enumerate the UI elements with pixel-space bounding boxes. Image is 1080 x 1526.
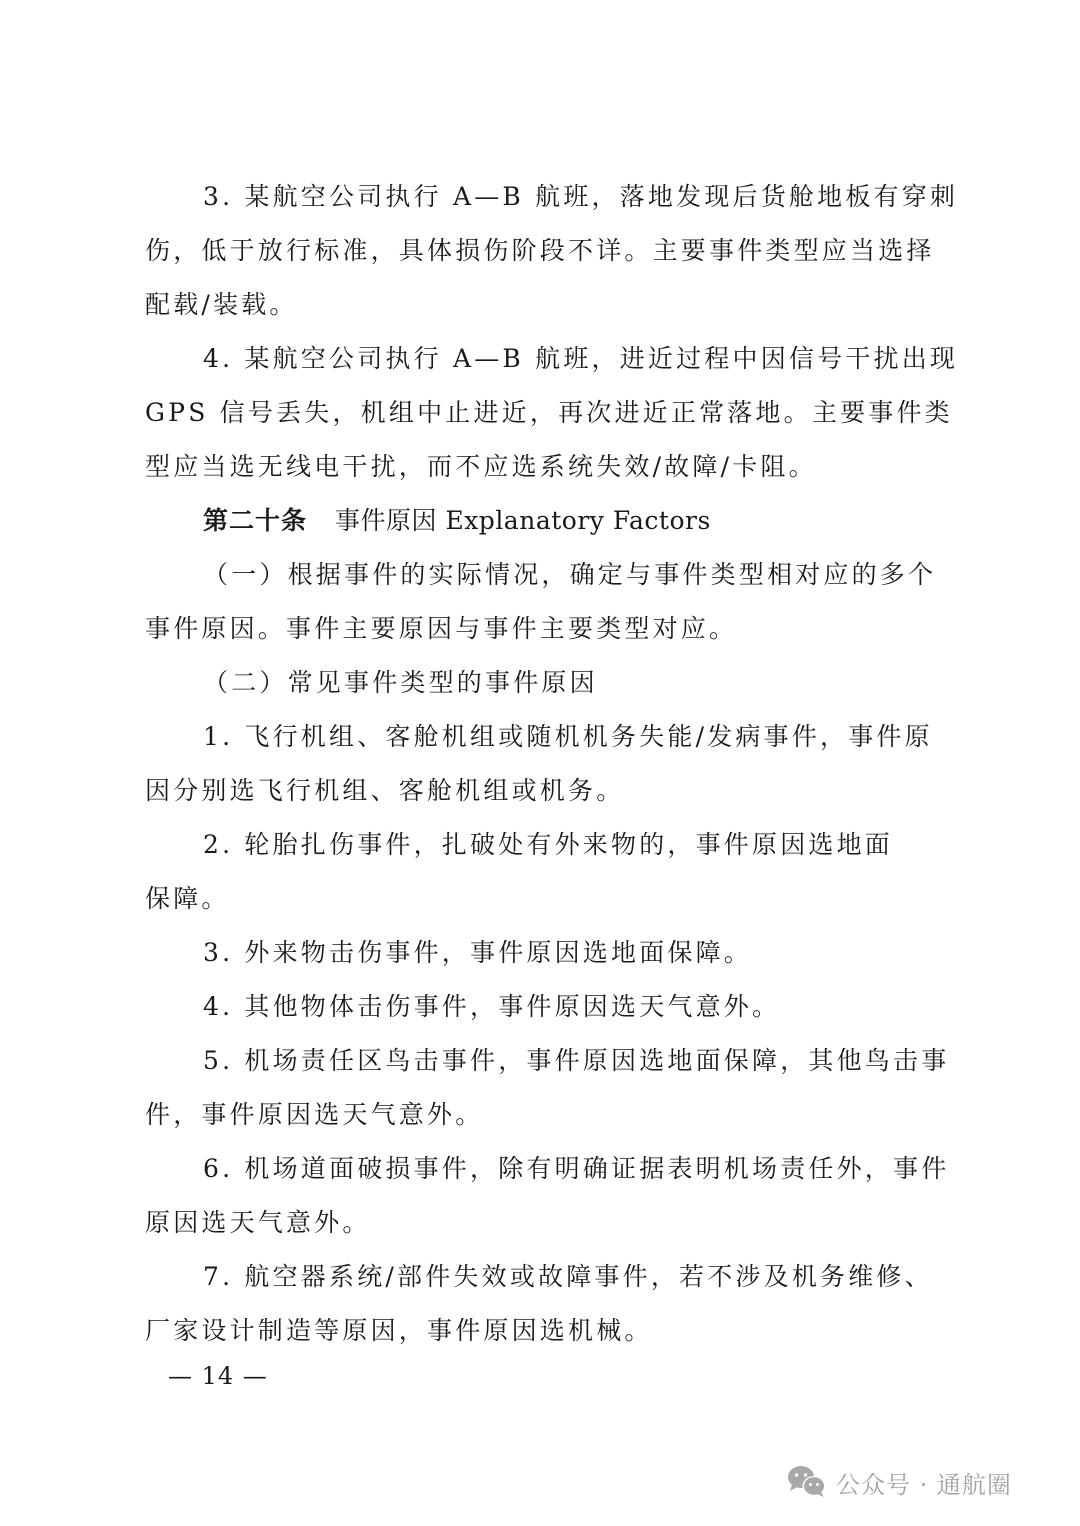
- list-item-6-line-1: 6. 机场道面破损事件，除有明确证据表明机场责任外，事件: [203, 1154, 950, 1183]
- section-1-line-2: 事件原因。事件主要原因与事件主要类型对应。: [145, 614, 738, 643]
- paragraph-example-4-line-3: 型应当选无线电干扰，而不应选系统失效/故障/卡阻。: [145, 452, 817, 481]
- list-item-5-line-2: 件，事件原因选天气意外。: [145, 1100, 484, 1129]
- list-item-2-line-2: 保障。: [145, 884, 230, 913]
- wechat-icon: [786, 1464, 828, 1500]
- list-item-3-line-1: 3. 外来物击伤事件，事件原因选地面保障。: [203, 938, 753, 967]
- section-1-line-1: （一）根据事件的实际情况，确定与事件类型相对应的多个: [203, 560, 937, 589]
- paragraph-example-3-line-3: 配载/装载。: [145, 290, 298, 319]
- paragraph-example-4-line-1: 4. 某航空公司执行 A—B 航班，进近过程中因信号干扰出现: [203, 344, 959, 373]
- article-title: 事件原因 Explanatory Factors: [335, 506, 711, 535]
- wechat-watermark: [786, 1462, 1012, 1502]
- paragraph-example-3-line-2: 伤，低于放行标准，具体损伤阶段不详。主要事件类型应当选择: [145, 236, 935, 265]
- page-number: — 14 —: [168, 1362, 268, 1390]
- list-item-4-line-1: 4. 其他物体击伤事件，事件原因选天气意外。: [203, 992, 781, 1021]
- list-item-1-line-1: 1. 飞行机组、客舱机组或随机机务失能/发病事件，事件原: [203, 722, 933, 751]
- paragraph-example-3-line-1: 3. 某航空公司执行 A—B 航班，落地发现后货舱地板有穿刺: [203, 182, 959, 211]
- list-item-7-line-2: 厂家设计制造等原因，事件原因选机械。: [145, 1316, 653, 1345]
- article-label: 第二十条: [203, 506, 308, 535]
- list-item-6-line-2: 原因选天气意外。: [145, 1208, 371, 1237]
- list-item-7-line-1: 7. 航空器系统/部件失效或故障事件，若不涉及机务维修、: [203, 1262, 933, 1291]
- section-2-heading: （二）常见事件类型的事件原因: [203, 668, 598, 697]
- article-heading: [203, 494, 711, 548]
- paragraph-example-4-line-2: GPS 信号丢失，机组中止进近，再次进近正常落地。主要事件类: [145, 398, 953, 427]
- watermark-text: 公众号 · 通航圈: [836, 1470, 1012, 1499]
- list-item-2-line-1: 2. 轮胎扎伤事件，扎破处有外来物的，事件原因选地面: [203, 830, 894, 859]
- list-item-1-line-2: 因分别选飞行机组、客舱机组或机务。: [145, 776, 625, 805]
- list-item-5-line-1: 5. 机场责任区鸟击事件，事件原因选地面保障，其他鸟击事: [203, 1046, 950, 1075]
